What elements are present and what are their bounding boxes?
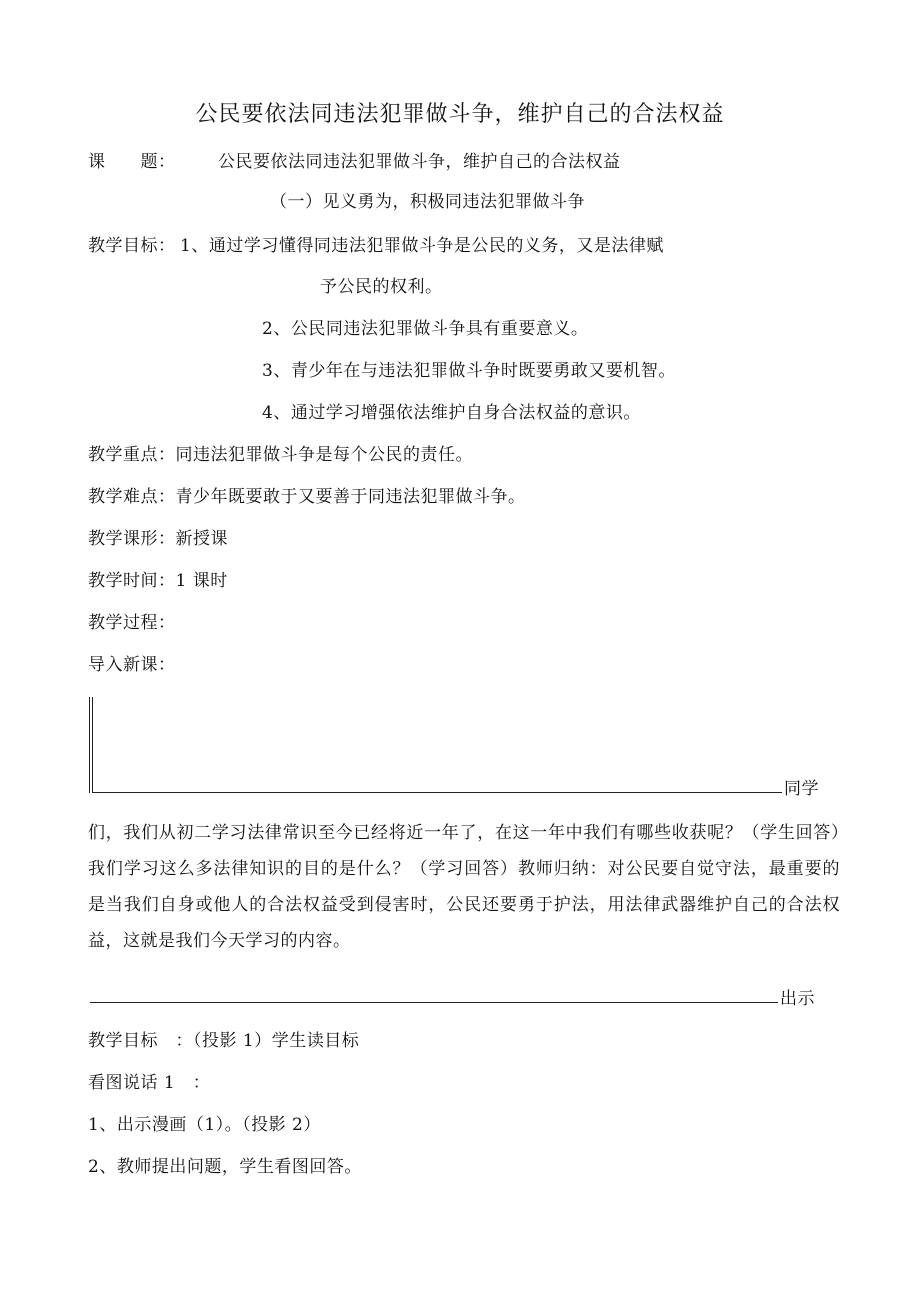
show-objectives: 教学目标 ：（投影 1）学生读目标 <box>88 1031 360 1051</box>
lesson-time: 教学时间：1 课时 <box>88 571 228 591</box>
blank2-suffix: 出示 <box>780 989 815 1009</box>
topic-label: 课 题： <box>88 152 176 172</box>
teaching-process: 教学过程： <box>88 613 176 633</box>
intro-heading: 导入新课： <box>88 655 176 675</box>
objective-1-continued: 予公民的权利。 <box>320 277 443 297</box>
objective-4: 4、通过学习增强依法维护自身合法权益的意识。 <box>262 403 641 423</box>
look-and-talk: 看图说话 1 ： <box>88 1073 211 1093</box>
objectives-label: 教学目标： <box>88 236 176 256</box>
blank-left-bar <box>89 697 90 793</box>
blank1-suffix: 同学 <box>784 779 819 799</box>
blank-underline-2 <box>90 1002 778 1003</box>
objective-2: 2、公民同违法犯罪做斗争具有重要意义。 <box>262 319 589 339</box>
step-2: 2、教师提出问题，学生看图回答。 <box>88 1157 362 1177</box>
blank-underline-1 <box>92 792 782 793</box>
lesson-type: 教学课形：新授课 <box>88 529 228 549</box>
key-point: 教学重点：同违法犯罪做斗争是每个公民的责任。 <box>88 445 473 465</box>
step-1: 1、出示漫画（1）。（投影 2） <box>88 1115 321 1135</box>
document-title: 公民要依法同违法犯罪做斗争，维护自己的合法权益 <box>195 102 725 127</box>
intro-paragraph: 们，我们从初二学习法律常识至今已经将近一年了，在这一年中我们有哪些收获呢？（学生回答） 我们学习这么多法律知识的目的是什么？（学习回答）教师归纳：对公民要自觉守法，最重要的是当我们自身或他人的合法权益受到侵害时，公民还要勇于护法，用法律武器维护自己的合法权益，这就是我们今天学习的内容。 <box>88 823 893 951</box>
topic-value: 公民要依法同违法犯罪做斗争，维护自己的合法权益 <box>218 152 621 172</box>
difficulty: 教学难点：青少年既要敢于又要善于同违法犯罪做斗争。 <box>88 487 526 507</box>
blank-left-bar-inner <box>92 697 93 793</box>
subtitle: （一）见义勇为，积极同违法犯罪做斗争 <box>270 192 585 212</box>
objective-3: 3、青少年在与违法犯罪做斗争时既要勇敢又要机智。 <box>262 361 676 381</box>
objective-1: 1、通过学习懂得同违法犯罪做斗争是公民的义务，又是法律赋 <box>180 236 664 256</box>
